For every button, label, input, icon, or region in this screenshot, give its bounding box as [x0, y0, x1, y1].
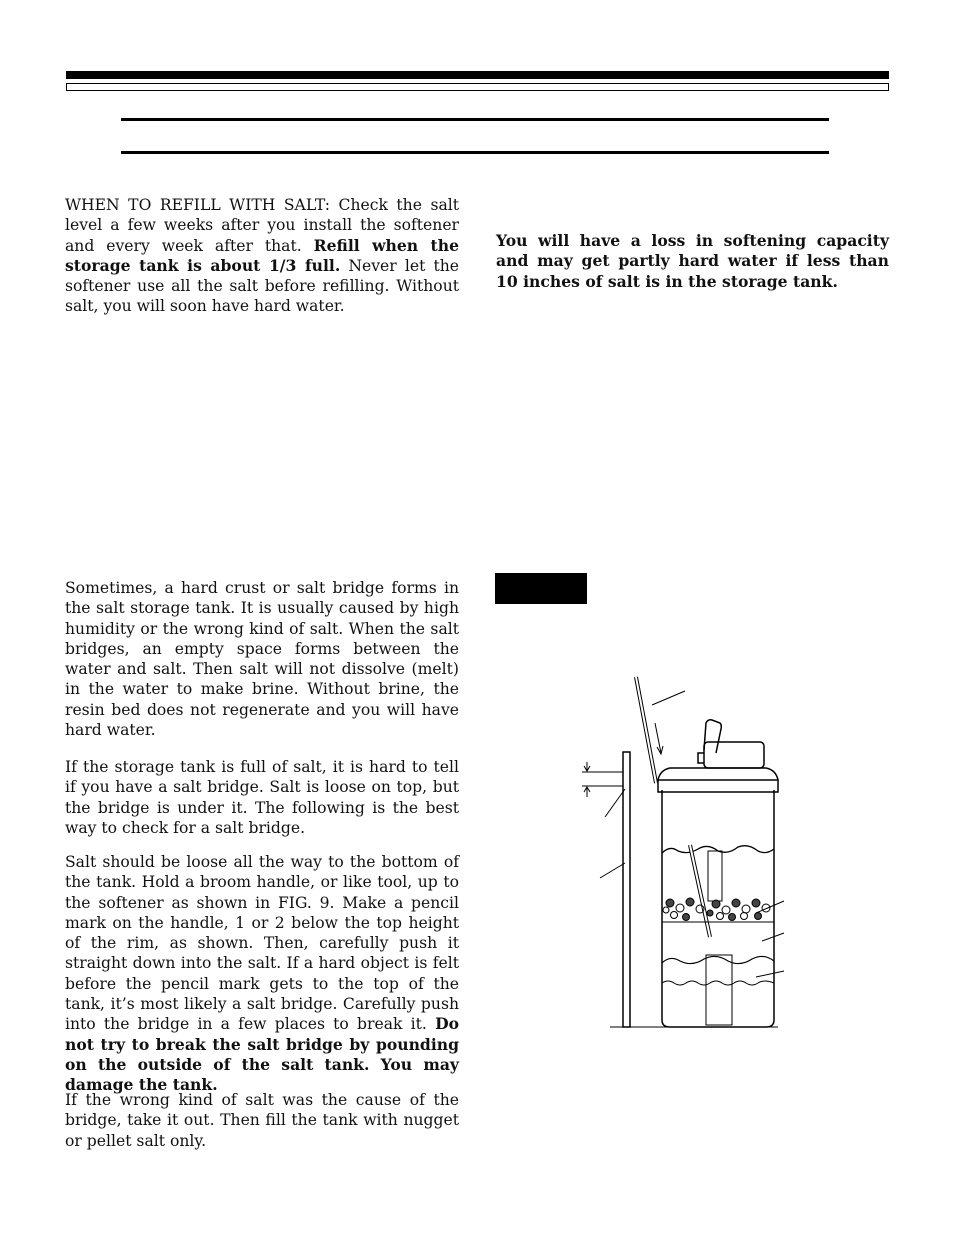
refill-bold: Refill when the storage tank is about 1/3 full. [65, 235, 459, 275]
header-rule-outline [66, 83, 889, 91]
salt-tank-lid [658, 768, 778, 780]
brine-well-tube [708, 851, 722, 901]
brine-well-lower [706, 955, 732, 1025]
water-top-line [662, 956, 774, 963]
salt-tank-body [662, 790, 774, 1027]
header-rule-thick [66, 71, 889, 79]
refill-rest: Never let the softener use all the salt before refilling. Without salt, you will soon have hard water. [65, 256, 459, 316]
warning-paragraph: You will have a loss in softening capacity and may get partly hard water if less than 10 inches of salt is in the storage tank. [496, 231, 889, 291]
salt-bridge-paragraph-1: Sometimes, a hard crust or salt bridge forms in the salt storage tank. It is usually caused by high humidity or the wrong kind of salt. When the salt bridges, an empty space forms between the water and salt. Then salt will not dissolve (melt) in the water to make brine. Without brine, the resin bed does not regenerate and you will have hard water. [65, 579, 459, 740]
probe-in-salt-inner [690, 845, 710, 937]
pencil-mark-leader [605, 789, 625, 817]
broom-leader [600, 863, 625, 878]
empty-space-leader [762, 933, 784, 941]
title-rule-top [121, 118, 829, 121]
valve-knob [698, 753, 704, 763]
salt-tank-rim [658, 780, 778, 792]
water-surface [662, 981, 774, 985]
salt-bridge-check-diagram [570, 665, 810, 1035]
probe-leader [652, 691, 685, 705]
salt-top-surface [662, 846, 774, 853]
control-valve-housing [704, 742, 764, 768]
broom-handle [623, 752, 630, 1027]
salt-bridge-p3-text: Salt should be loose all the way to the bottom of the tank. Hold a broom handle, or like tool, up to the softener as shown in FIG. 9. Make a pencil mark on the handle, 1 or 2 below the top height of the rim, as shown. Then, carefully push it straight down into the salt. If a hard object is felt before the pencil mark gets to the top of the tank, it’s most likely a salt bridge. Carefully push into the bridge in a few places to break it. [65, 853, 459, 1034]
figure-label-box [495, 573, 587, 604]
salt-bridge-paragraph-3 [65, 852, 459, 1096]
probe-stick-inner [636, 677, 656, 783]
salt-bridge-paragraph-2: If the storage tank is full of salt, it is hard to tell if you have a salt bridge. Salt is loose on top, but the bridge is under it. The following is the best way to check for a salt bridge. [65, 758, 459, 837]
salt-bridge-paragraph-4: If the wrong kind of salt was the cause of the bridge, take it out. Then fill the tank with nugget or pellet salt only. [65, 1091, 459, 1150]
salt-bridge-pellets [663, 898, 770, 921]
water-leader [756, 971, 784, 977]
refill-paragraph [65, 195, 459, 317]
title-rule-bottom [121, 151, 829, 154]
refill-intro: WHEN TO REFILL WITH SALT: Check the salt level a few weeks after you install the softener and every week after that. [65, 196, 459, 255]
salt-bridge-p3-bold: Do not try to break the salt bridge by pounding on the outside of the salt tank. You may damage the tank. [65, 1014, 459, 1095]
valve-cover [704, 720, 721, 753]
